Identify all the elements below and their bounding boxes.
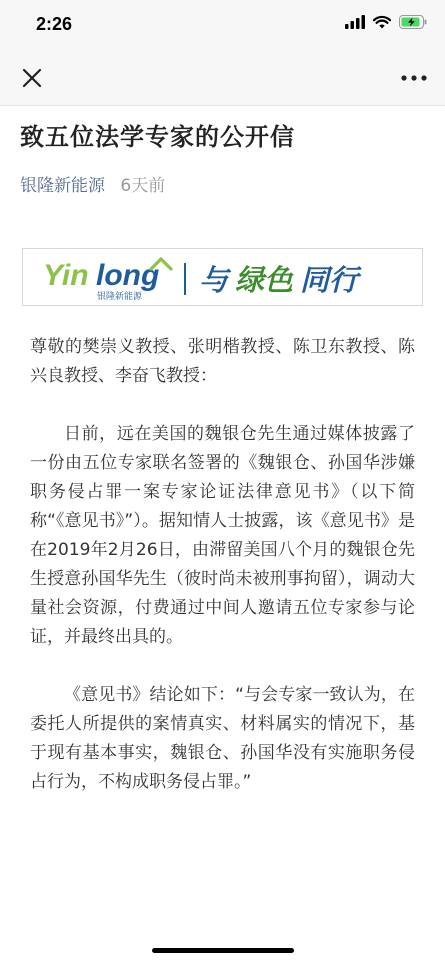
- yinlong-logo: [23, 249, 422, 305]
- close-button[interactable]: [18, 64, 46, 92]
- salutation-paragraph: 尊敬的樊崇义教授、张明楷教授、陈卫东教授、陈兴良教授、李奋飞教授：: [30, 337, 415, 386]
- article-title: 致五位法学专家的公开信: [20, 123, 295, 151]
- wifi-icon: [373, 15, 391, 29]
- svg-text:与: 与: [199, 263, 229, 297]
- status-bar: [0, 0, 445, 50]
- body-paragraph: 日前，远在美国的魏银仓先生通过媒体披露了一份由五位专家联名签署的《魏银仓、孙国华涉嫌职务侵占罪一案专家论证法律意见书》（以下简称“《意见书》”）。据知情人士披露，该《意见书》是在2019年2月26日，由滞留美国八个月的魏银仓先生授意孙国华先生（彼时尚未被刑事拘留），调动大量社会资源，付费通过中间人邀请五位专家参与论证，并最终出具的。: [30, 424, 415, 647]
- svg-text:同行: 同行: [300, 263, 359, 297]
- nav-bar: [0, 50, 445, 106]
- home-indicator: [152, 948, 294, 953]
- more-icon: [399, 64, 429, 92]
- close-icon: [18, 64, 46, 92]
- svg-text:银隆新能源: 银隆新能源: [97, 292, 143, 302]
- article-body: [30, 333, 415, 826]
- author-link[interactable]: 银隆新能源: [20, 176, 105, 196]
- svg-text:long: long: [96, 259, 160, 292]
- signal-icon: [345, 15, 365, 29]
- publish-time: 6天前: [120, 176, 166, 196]
- brand-banner: [22, 248, 423, 306]
- status-time: 2:26: [36, 14, 73, 34]
- more-button[interactable]: [399, 64, 429, 92]
- battery-charging-icon: [399, 15, 427, 29]
- svg-text:绿色: 绿色: [235, 263, 294, 297]
- status-icons: [345, 15, 427, 29]
- svg-text:Yin: Yin: [43, 259, 89, 292]
- article-meta: [20, 171, 165, 196]
- body-paragraph: 《意见书》结论如下：“与会专家一致认为，在委托人所提供的案情真实、材料属实的情况下，基于现有基本事实，魏银仓、孙国华没有实施职务侵占行为，不构成职务侵占罪。”: [30, 685, 415, 792]
